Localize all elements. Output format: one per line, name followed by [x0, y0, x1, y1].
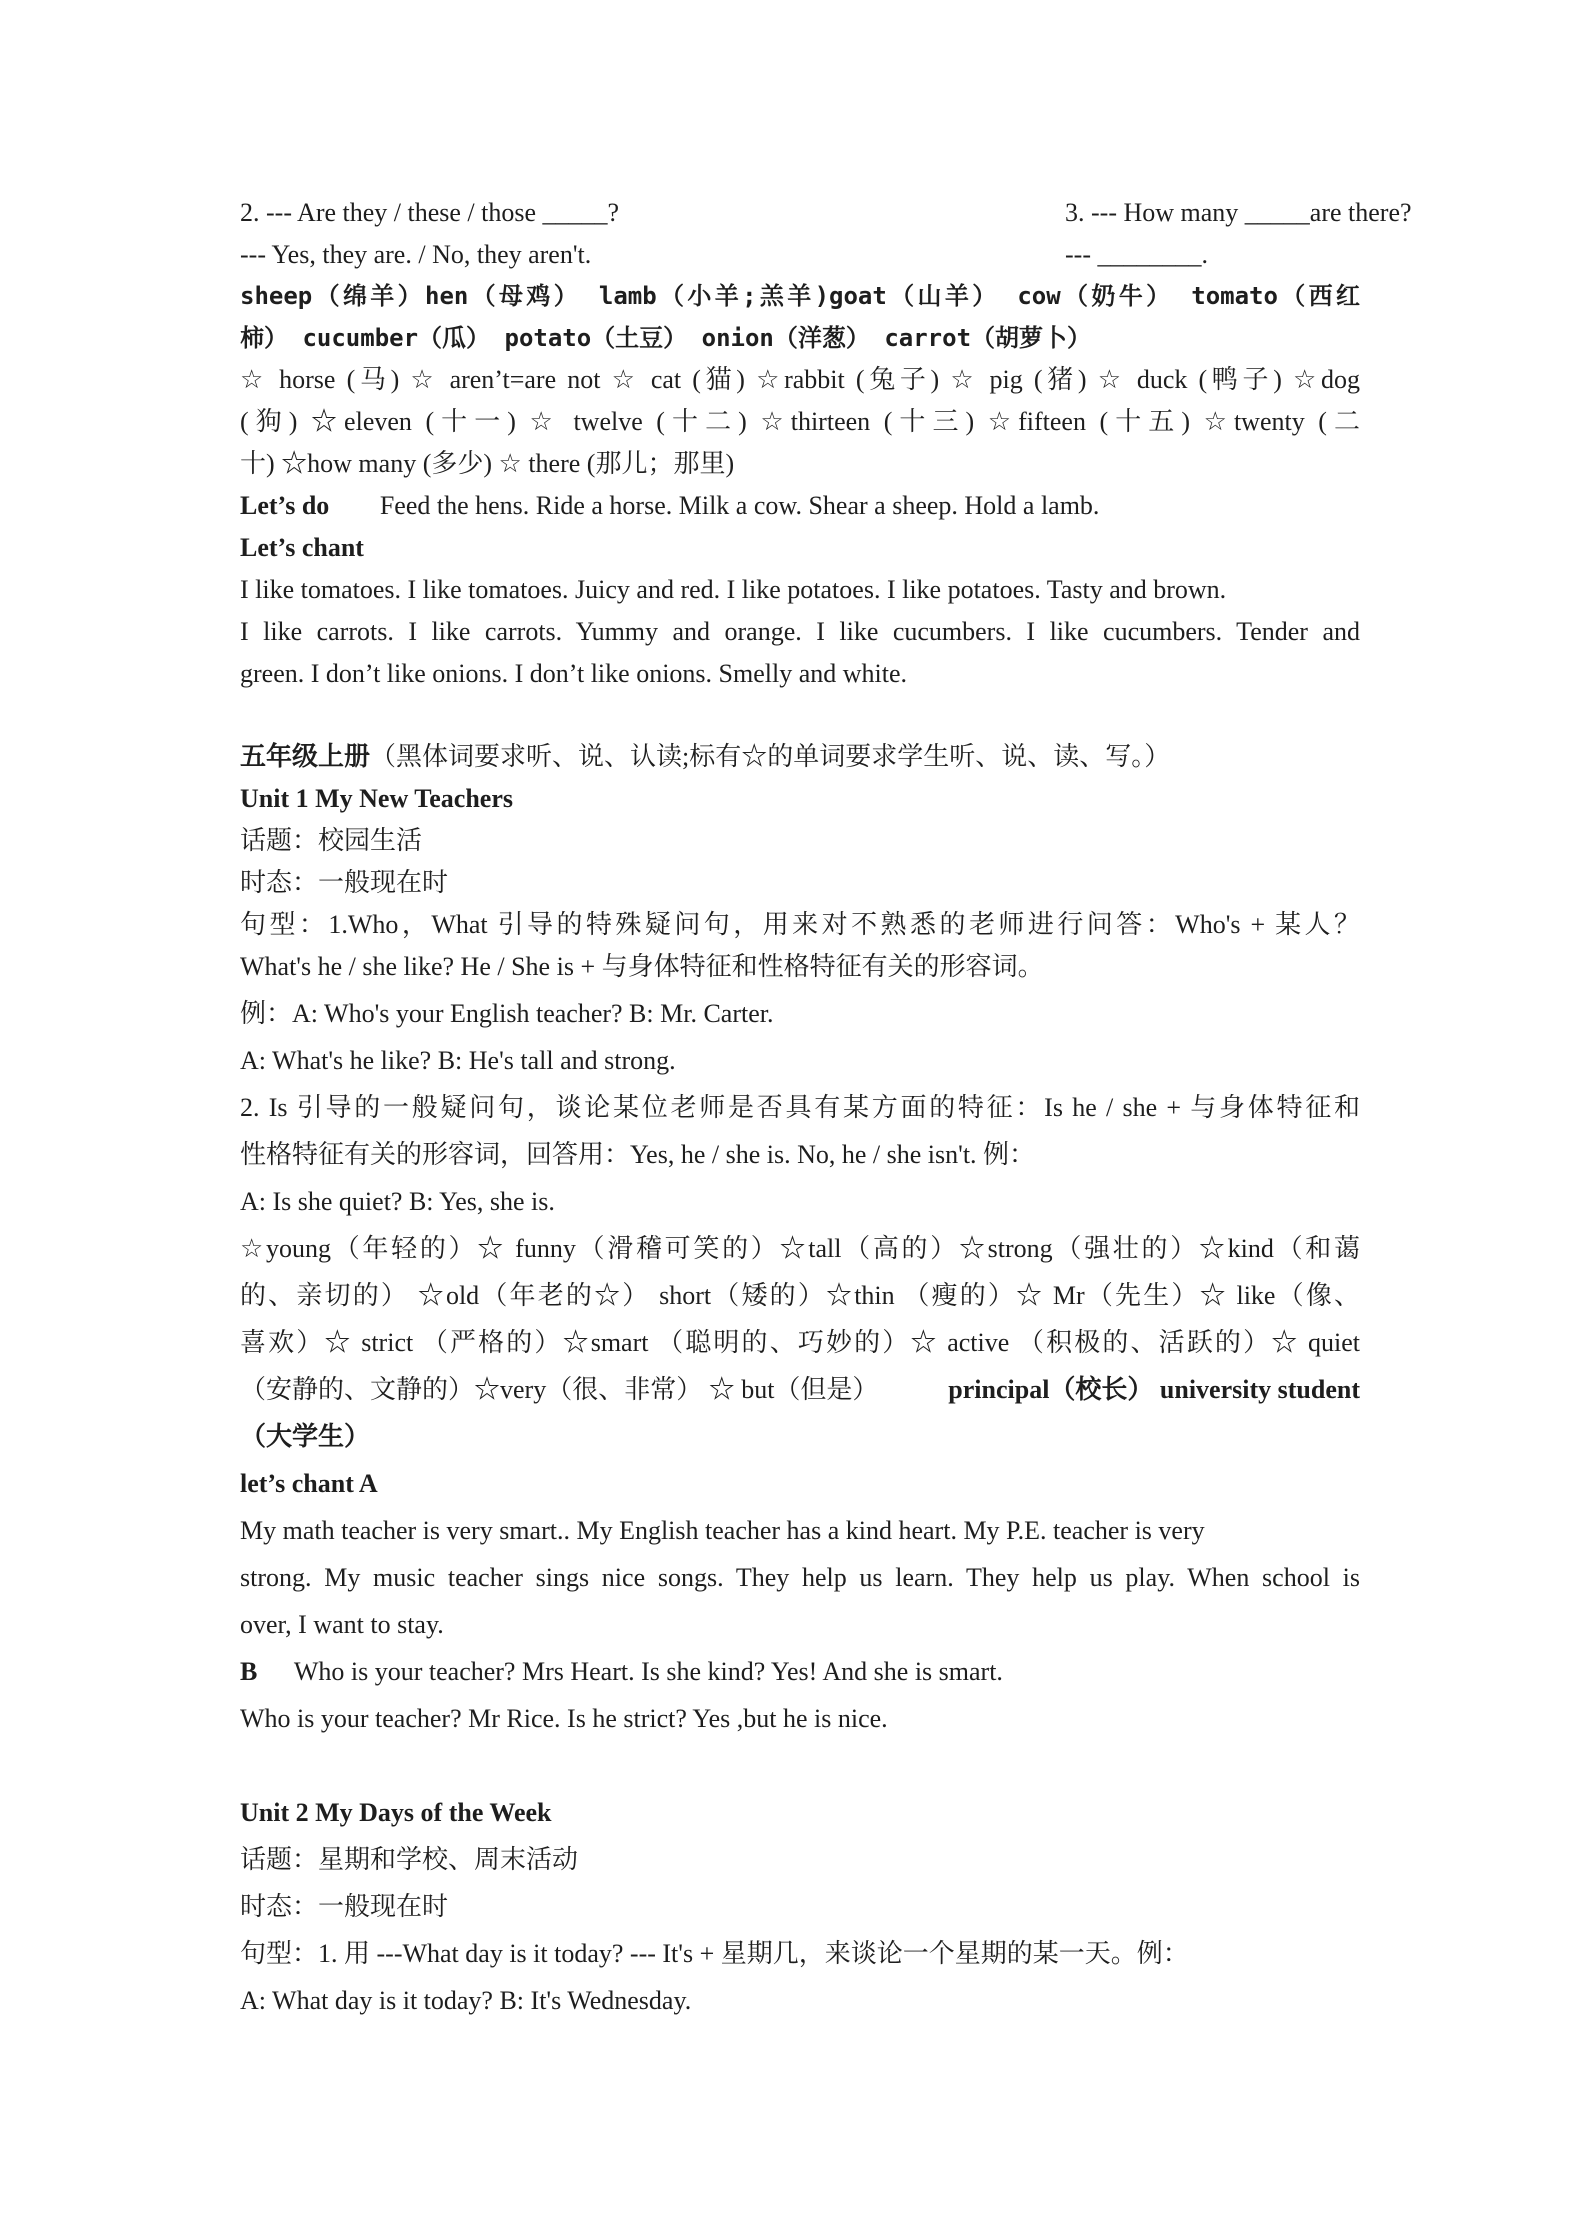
farm-vocab-line-1: sheep（绵羊）hen（母鸡） lamb（小羊;羔羊)goat（山羊） cow（奶牛） tomato（西红: [240, 282, 1360, 310]
unit1-vocab-line4-plain: （安静的、文静的）☆very（很、非常） ☆ but（但是）: [240, 1375, 879, 1404]
question-2-line: [240, 193, 1412, 233]
unit1-vocab-line4-bold: principal（校长） university student: [948, 1375, 1360, 1404]
unit1-pattern2-line2: 性格特征有关的形容词，回答用：Yes, he / she is. No, he / she isn't. 例：: [240, 1140, 1036, 1169]
chant-line-1: I like tomatoes. I like tomatoes. Juicy and red. I like potatoes. I like potatoes. Tasty and brown.: [240, 575, 1227, 604]
chant-line-2: I like carrots. I like carrots. Yummy and orange. I like cucumbers. I like cucumbers. Tender and: [240, 617, 1360, 646]
unit2-example1: A: What day is it today? B: It's Wednesday.: [240, 1986, 692, 2015]
unit1-pattern1-line1: 句型：1.Who，What 引导的特殊疑问句，用来对不熟悉的老师进行问答：Who's + 某人？: [240, 910, 1360, 939]
question-3-prompt: 3. --- How many _____are there?: [1065, 198, 1412, 227]
unit1-vocab-line4: [240, 1370, 1360, 1410]
lets-do-text: Feed the hens. Ride a horse. Milk a cow. Shear a sheep. Hold a lamb.: [379, 491, 1100, 520]
unit2-topic: 话题：星期和学校、周末活动: [240, 1845, 579, 1874]
unit1-example2: A: Is she quiet? B: Yes, she is.: [240, 1187, 555, 1216]
unit1-pattern2-line1: 2. Is 引导的一般疑问句，谈论某位老师是否具有某方面的特征：Is he / she + 与身体特征和: [240, 1093, 1360, 1122]
lets-chant-heading: Let’s chant: [240, 533, 364, 562]
unit1-topic: 话题：校园生活: [240, 826, 423, 855]
grade5-note: （黑体词要求听、说、认读;标有☆的单词要求学生听、说、读、写。）: [370, 742, 1171, 771]
unit1-b-label: B: [240, 1657, 258, 1686]
star-vocab-line-3: 十) ☆how many (多少) ☆ there (那儿；那里): [240, 449, 735, 478]
unit2-pattern1: 句型：1. 用 ---What day is it today? --- It's + 星期几，来谈论一个星期的某一天。例：: [240, 1939, 1189, 1968]
unit1-chant-a-line3: over, I want to stay.: [240, 1610, 444, 1639]
unit1-b-line2: Who is your teacher? Mr Rice. Is he strict? Yes ,but he is nice.: [240, 1704, 888, 1733]
star-vocab-line-1: ☆ horse (马) ☆ aren’t=are not ☆ cat (猫) ☆rabbit (兔子) ☆ pig (猪) ☆ duck (鸭子) ☆dog: [240, 365, 1360, 394]
unit1-example1-line2: A: What's he like? B: He's tall and strong.: [240, 1046, 676, 1075]
unit1-vocab-line5: （大学生）: [240, 1422, 371, 1451]
question-2-prompt: 2. --- Are they / these / those _____?: [240, 198, 620, 227]
unit1-b-text1: Who is your teacher? Mrs Heart. Is she kind? Yes! And she is smart.: [293, 1657, 1003, 1686]
unit1-chant-a-heading: let’s chant A: [240, 1469, 378, 1498]
lets-do-label: Let’s do: [240, 491, 330, 520]
question-2-answer: --- Yes, they are. / No, they aren't.: [240, 240, 592, 269]
question-3-answer: --- ________.: [1065, 240, 1208, 269]
unit1-pattern1-line2: What's he / she like? He / She is + 与身体特征和性格特征有关的形容词。: [240, 952, 1044, 981]
unit1-chant-a-line1: My math teacher is very smart.. My English teacher has a kind heart. My P.E. teacher is very: [240, 1516, 1205, 1545]
unit1-vocab-line2: 的、亲切的） ☆old（年老的☆） short（矮的）☆thin （瘦的）☆ Mr（先生）☆ like（像、: [240, 1281, 1360, 1310]
chant-line-3: green. I don’t like onions. I don’t like onions. Smelly and white.: [240, 659, 908, 688]
grade5-title: 五年级上册: [240, 742, 371, 771]
star-vocab-line-2: (狗) ☆eleven (十一) ☆ twelve (十二) ☆thirteen (十三) ☆fifteen (十五) ☆twenty (二: [240, 407, 1360, 436]
grade5-header: [240, 737, 1360, 777]
unit1-tense: 时态：一般现在时: [240, 868, 449, 897]
unit1-example1-line1: 例：A: Who's your English teacher? B: Mr. Carter.: [240, 999, 774, 1028]
unit2-title: Unit 2 My Days of the Week: [240, 1798, 552, 1827]
answer-line: [240, 235, 1360, 275]
farm-vocab-line-2: 柿） cucumber（瓜） potato（土豆） onion（洋葱） carrot（胡萝卜）: [240, 324, 1092, 352]
unit1-title: Unit 1 My New Teachers: [240, 784, 513, 813]
unit2-tense: 时态：一般现在时: [240, 1892, 449, 1921]
unit1-vocab-line3: 喜欢）☆ strict （严格的）☆smart （聪明的、巧妙的）☆ active （积极的、活跃的）☆ quiet: [240, 1328, 1360, 1357]
unit1-vocab-line1: ☆young（年轻的）☆ funny（滑稽可笑的）☆tall（高的）☆strong（强壮的）☆kind（和蔼: [240, 1234, 1360, 1263]
unit1-chant-a-line2: strong. My music teacher sings nice songs. They help us learn. They help us play. When school is: [240, 1563, 1360, 1592]
lets-do-line: [240, 486, 1360, 526]
unit1-b-line1: [240, 1652, 1360, 1692]
